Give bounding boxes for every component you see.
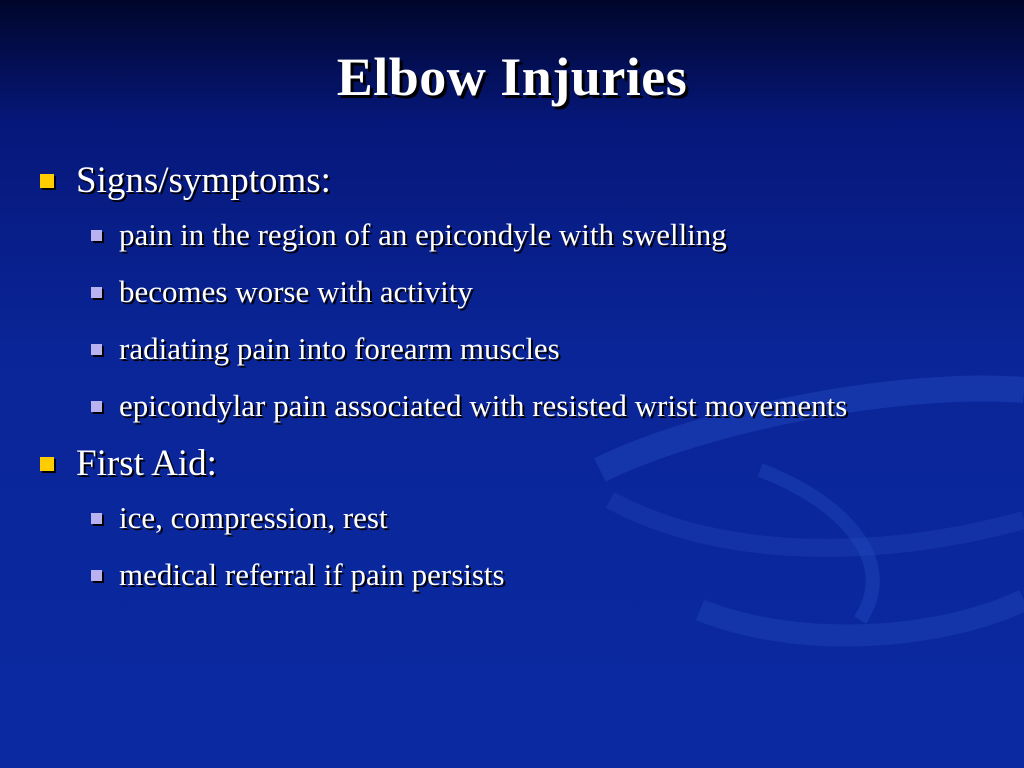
list-item-text: epicondylar pain associated with resisted wrist movements — [119, 388, 848, 423]
square-bullet-icon — [91, 344, 102, 355]
square-bullet-icon — [40, 457, 54, 471]
square-bullet-icon — [91, 570, 102, 581]
slide-title: Elbow Injuries — [336, 47, 688, 107]
square-bullet-icon — [40, 174, 54, 188]
bullet-content — [36, 158, 996, 610]
list-item — [36, 552, 996, 598]
list-item-text: ice, compression, rest — [119, 500, 388, 535]
section-first-aid-heading — [36, 441, 996, 487]
square-bullet-icon — [91, 287, 102, 298]
list-item — [36, 495, 996, 541]
section-heading: Signs/symptoms: — [76, 160, 331, 201]
list-item — [36, 269, 996, 315]
signs-symptoms-list — [36, 212, 996, 429]
list-item-text: pain in the region of an epicondyle with swelling — [119, 217, 727, 252]
first-aid-list — [36, 495, 996, 598]
list-item — [36, 212, 996, 258]
list-item-text: medical referral if pain persists — [119, 557, 505, 592]
square-bullet-icon — [91, 401, 102, 412]
section-heading: First Aid: — [76, 443, 217, 484]
list-item — [36, 326, 996, 372]
square-bullet-icon — [91, 230, 102, 241]
list-item-text: becomes worse with activity — [119, 274, 473, 309]
list-item-text: radiating pain into forearm muscles — [119, 331, 560, 366]
section-signs-symptoms-heading — [36, 158, 996, 204]
list-item — [36, 383, 996, 429]
square-bullet-icon — [91, 513, 102, 524]
